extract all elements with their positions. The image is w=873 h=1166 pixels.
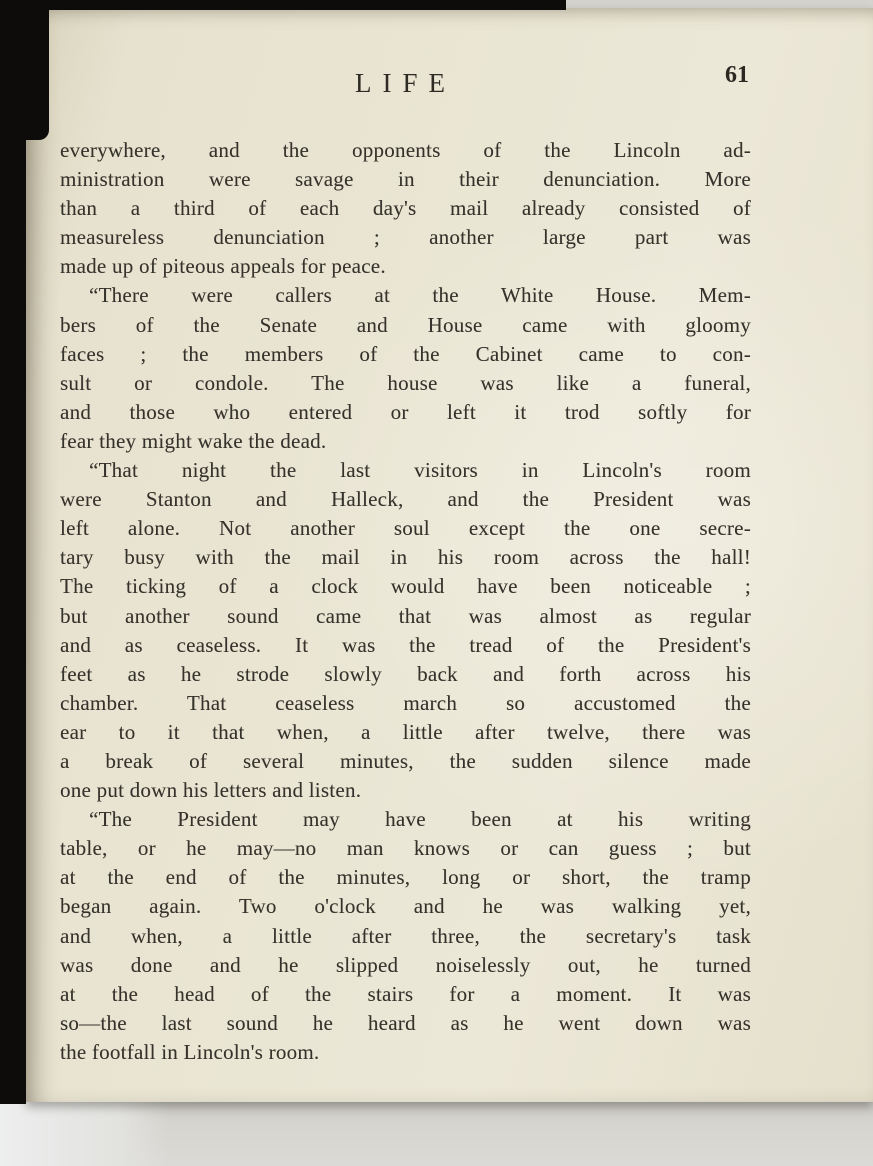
page-number: 61 (725, 62, 749, 88)
text-line: table, or he may—no man knows or can guess ; but (60, 836, 751, 861)
book-page (26, 8, 873, 1102)
paragraph (60, 805, 751, 1067)
text-line: made up of piteous appeals for peace. (60, 254, 386, 279)
text-line: left alone. Not another soul except the one secre- (60, 516, 751, 541)
scan-edge-left (0, 0, 26, 1104)
text-line: but another sound came that was almost as regular (60, 603, 751, 628)
scan-edge-top (0, 0, 566, 10)
text-line: were Stanton and Halleck, and the President was (60, 487, 751, 512)
text-line: was done and he slipped noiselessly out, he turned (60, 952, 751, 977)
text-line: the footfall in Lincoln's room. (60, 1039, 320, 1064)
text-line: “That night the last visitors in Lincoln's room (89, 458, 751, 483)
paragraph (60, 136, 751, 281)
text-line: fear they might wake the dead. (60, 428, 327, 453)
text-line: and those who entered or left it trod softly for (60, 399, 751, 424)
text-line: ministration were savage in their denunciation. More (60, 167, 751, 192)
text-line: sult or condole. The house was like a funeral, (60, 370, 751, 395)
text-line: and when, a little after three, the secretary's task (60, 923, 751, 948)
page-header (60, 62, 751, 112)
text-line: tary busy with the mail in his room across the hall! (60, 545, 751, 570)
text-line: “There were callers at the White House. Mem- (89, 283, 751, 308)
scan-edge-corner (0, 0, 49, 140)
paragraph (60, 456, 751, 805)
text-line: one put down his letters and listen. (60, 778, 362, 803)
paragraph (60, 281, 751, 456)
text-line: ear to it that when, a little after twelve, there was (60, 719, 751, 744)
text-line: The ticking of a clock would have been noticeable ; (60, 574, 751, 599)
text-line: measureless denunciation ; another large part was (60, 225, 751, 250)
text-line: so—the last sound he heard as he went down was (60, 1010, 751, 1035)
text-line: everywhere, and the opponents of the Lincoln ad- (60, 138, 751, 162)
text-line: and as ceaseless. It was the tread of the President's (60, 632, 751, 657)
running-title: LIFE (355, 68, 456, 98)
text-line: began again. Two o'clock and he was walking yet, (60, 894, 751, 919)
text-line: faces ; the members of the Cabinet came to con- (60, 341, 751, 366)
text-line: than a third of each day's mail already consisted of (60, 196, 751, 221)
text-line: feet as he strode slowly back and forth across his (60, 661, 751, 686)
text-line: a break of several minutes, the sudden silence made (60, 748, 751, 773)
page-body (60, 136, 751, 1067)
text-line: chamber. That ceaseless march so accustomed the (60, 690, 751, 715)
text-line: at the head of the stairs for a moment. It was (60, 981, 751, 1006)
text-line: “The President may have been at his writing (89, 807, 751, 832)
text-line: bers of the Senate and House came with gloomy (60, 312, 751, 337)
text-line: at the end of the minutes, long or short, the tramp (60, 865, 751, 890)
